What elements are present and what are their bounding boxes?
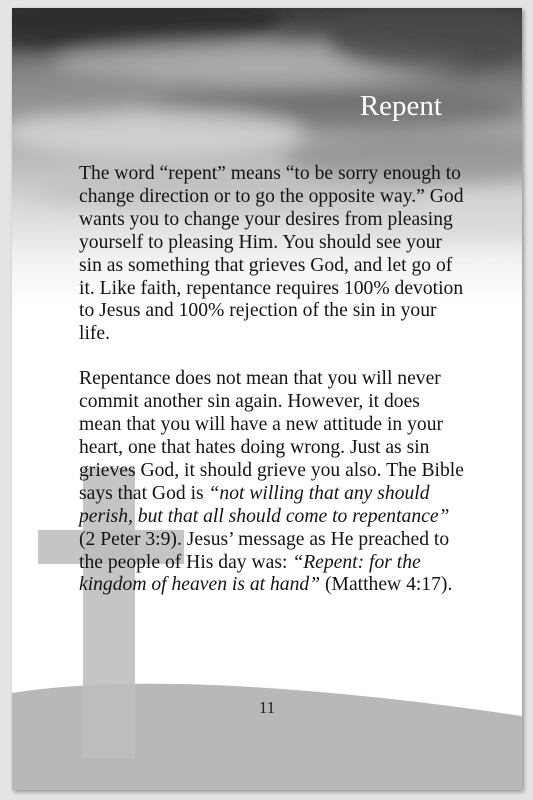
paragraph-2-end: . bbox=[447, 574, 453, 596]
paragraph-1: The word “repent” means “to be sorry enough to change direction or to go the opposite way.” God wants you to change your desires from pleasing yourself to pleasing Him. You should see your sin as something that grieves God, and let go of it. Like faith, repentance requires 100% devotion to Jesus and 100% rejection of the sin in your life. bbox=[79, 163, 464, 345]
book-page bbox=[12, 8, 522, 790]
scripture-reference-1: (2 Peter 3:9) bbox=[79, 528, 177, 550]
paragraph-2-middle: . Jesus’ message as He preached to the people of His day was: bbox=[79, 528, 450, 573]
scripture-quote-1: “not willing that any should perish, but that all should come to repentance” bbox=[79, 482, 450, 527]
page-title: Repent bbox=[359, 90, 442, 122]
paragraph-2-intro: Repentance does not mean that you will never commit another sin again. However, it does mean that you will have a new attitude in your heart, one that hates doing wrong. Just as sin grieves God, it should grieve you also. The Bible says that God is bbox=[79, 368, 464, 504]
scripture-quote-2: “Repent: for the kingdom of heaven is at hand” bbox=[79, 551, 421, 596]
body-text bbox=[79, 163, 464, 619]
scripture-reference-2: (Matthew 4:17) bbox=[320, 574, 448, 596]
paragraph-2 bbox=[79, 368, 464, 597]
page-number: 11 bbox=[258, 698, 276, 717]
